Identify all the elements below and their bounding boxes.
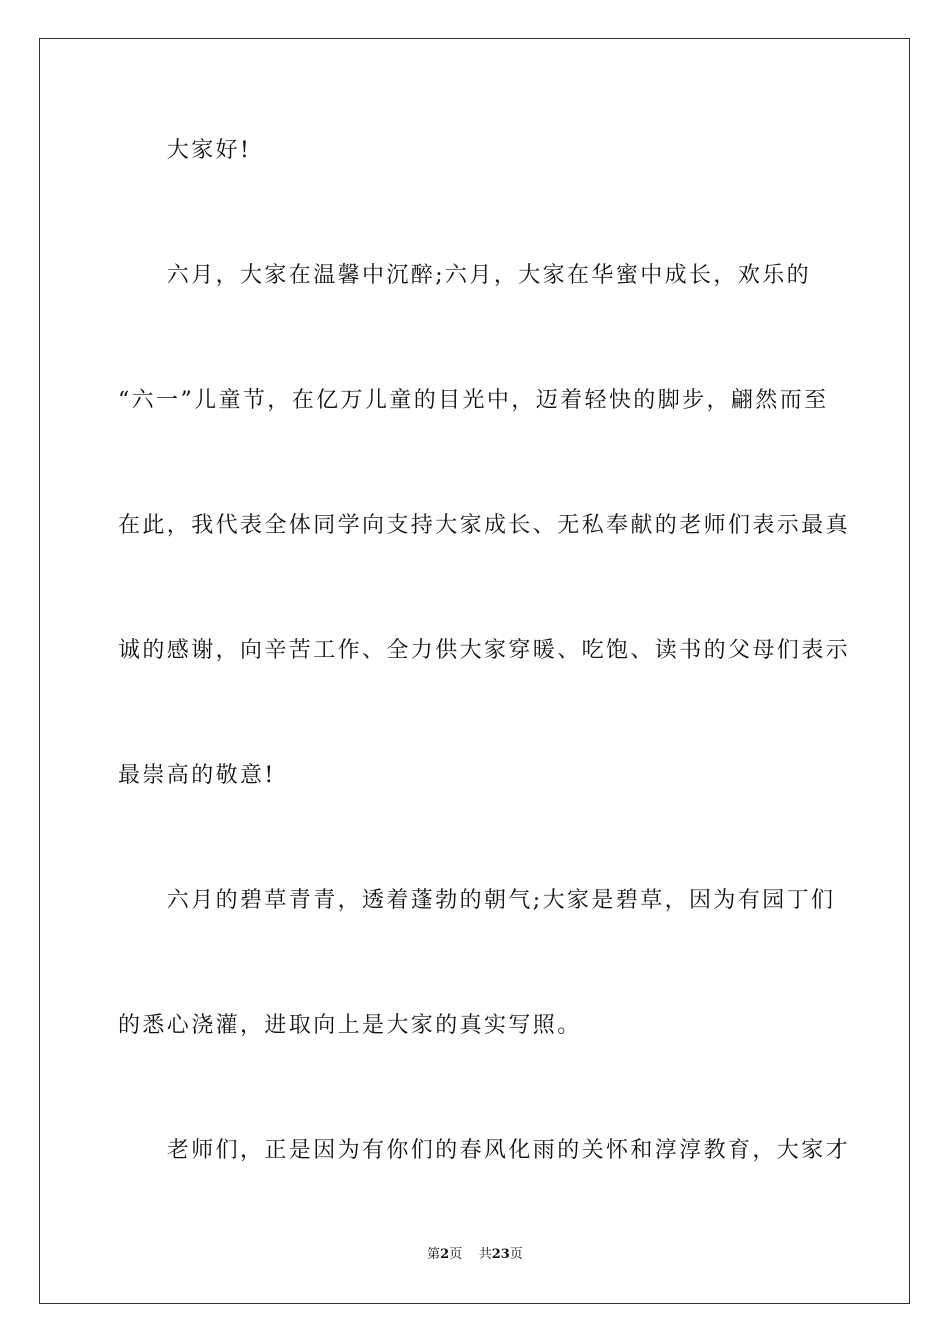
text-line: 六月的碧草青青，透着蓬勃的朝气;大家是碧草，因为有园丁们 bbox=[118, 888, 836, 913]
page-border bbox=[39, 38, 910, 1304]
text-line: “六一”儿童节，在亿万儿童的目光中，迈着轻快的脚步，翩然而至 bbox=[118, 388, 829, 413]
page-footer bbox=[0, 1246, 950, 1264]
text-line: 的悉心浇灌，进取向上是大家的真实写照。 bbox=[118, 1013, 582, 1038]
text-line: 最崇高的敬意! bbox=[118, 763, 276, 788]
text-line: 在此，我代表全体同学向支持大家成长、无私奉献的老师们表示最真 bbox=[118, 513, 851, 538]
text-line: 诚的感谢，向辛苦工作、全力供大家穿暖、吃饱、读书的父母们表示 bbox=[118, 638, 851, 663]
text-line: 老师们，正是因为有你们的春风化雨的关怀和淳淳教育，大家才 bbox=[118, 1138, 851, 1163]
footer-total-prefix: 共 bbox=[478, 1247, 492, 1262]
footer-page-suffix: 页 bbox=[449, 1247, 463, 1262]
text-line: 大家好! bbox=[118, 138, 252, 163]
text-line: 六月，大家在温馨中沉醉;六月，大家在华蜜中成长，欢乐的 bbox=[118, 263, 812, 288]
total-pages: 23 bbox=[491, 1247, 510, 1262]
footer-prefix: 第 bbox=[427, 1247, 441, 1262]
footer-total-suffix: 页 bbox=[509, 1247, 523, 1262]
page-number: 2 bbox=[440, 1247, 450, 1262]
